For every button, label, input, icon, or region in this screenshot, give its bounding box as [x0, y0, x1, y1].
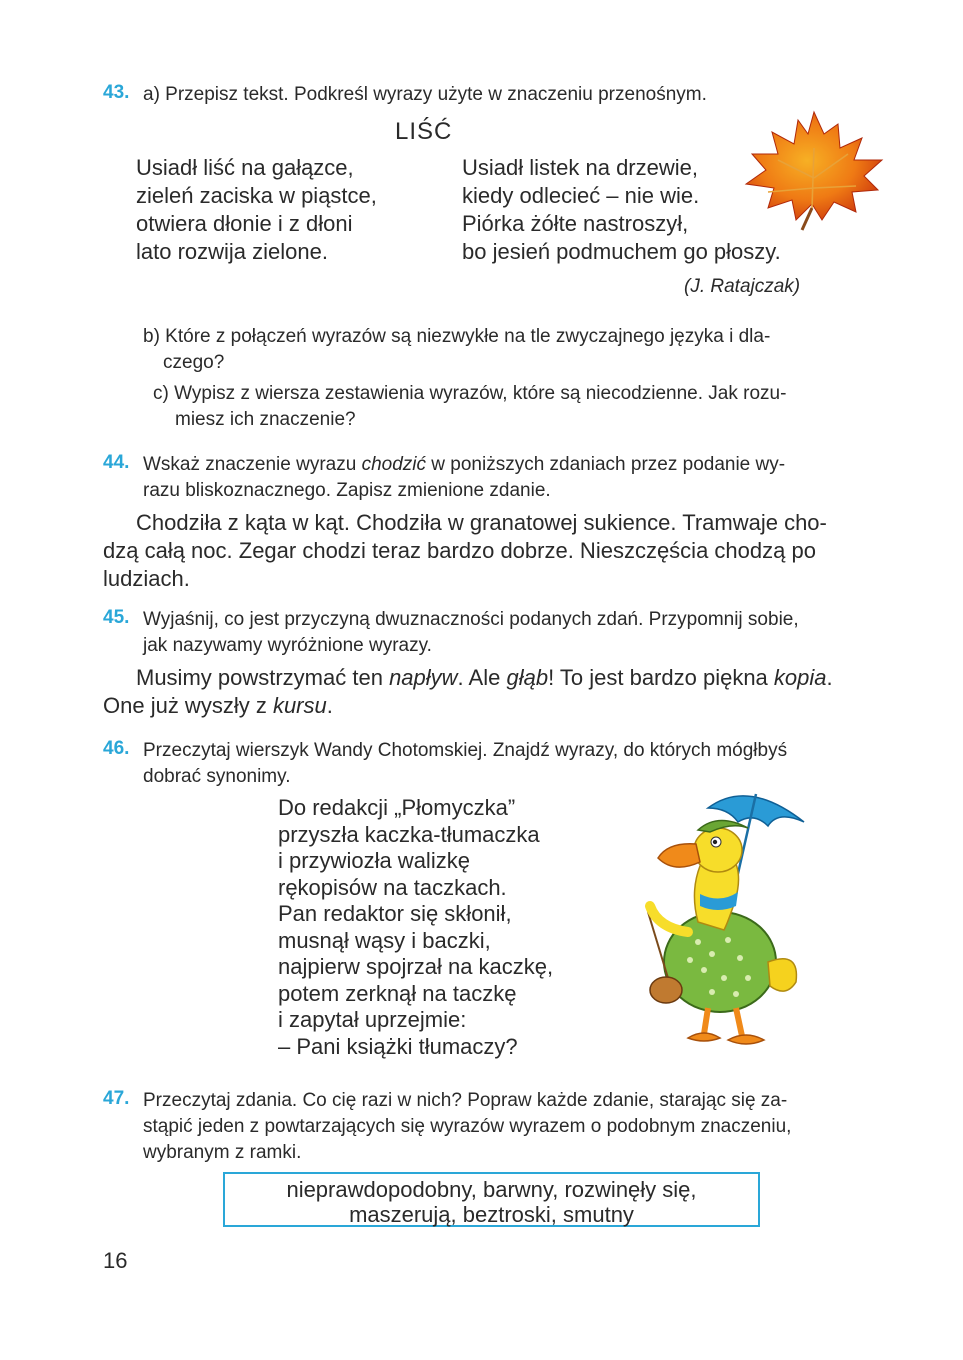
exercise-44-instruction-line2: razu bliskoznacznego. Zapisz zmienione zdanie. [143, 480, 551, 501]
poem-line: otwiera dłonie i z dłoni [136, 211, 353, 236]
exercise-44-number: 44. [103, 452, 130, 473]
exercise-45-instruction-line1: Wyjaśnij, co jest przyczyną dwuznaczności podanych zdań. Przypomnij sobie, [143, 609, 799, 630]
duck-with-umbrella-illustration [628, 782, 814, 1064]
autumn-leaf-illustration [738, 108, 886, 232]
poem-line: najpierw spojrzał na kaczkę, [278, 954, 554, 979]
poem-line: rękopisów na taczkach. [278, 874, 507, 900]
instruction-text: Wskaż znaczenie wyrazu [143, 454, 362, 475]
exercise-46-poem [278, 794, 553, 1059]
exercise-43-instruction-b-line1: b) Które z połączeń wyrazów są niezwykłe na tle zwyczajnego języka i dla- [143, 326, 771, 347]
exercise-43-instruction-b-line2: czego? [163, 352, 225, 373]
sentence-text: . [826, 665, 833, 690]
poem-line: – Pani książki tłumaczy? [278, 1033, 518, 1059]
word-bank-line: nieprawdopodobny, barwny, rozwinęły się, [286, 1177, 697, 1202]
poem-line: Do redakcji „Płomyczka” [278, 795, 516, 820]
sentence-text: Musimy powstrzymać ten [136, 665, 390, 690]
exercise-47-instruction-line1: Przeczytaj zdania. Co cię razi w nich? Popraw każde zdanie, starając się za- [143, 1090, 788, 1111]
poem-line: musnął wąsy i baczki, [278, 927, 491, 953]
highlighted-word: głąb [506, 665, 549, 690]
poem-line: kiedy odlecieć – nie wie. [462, 183, 700, 208]
instruction-keyword: chodzić [361, 454, 426, 475]
poem-line: i przywiozła walizkę [278, 848, 470, 873]
exercise-47-number: 47. [103, 1088, 130, 1109]
exercise-46-number: 46. [103, 738, 130, 759]
exercise-45-text-line2 [103, 692, 333, 719]
exercise-44-text-line2: dzą całą noc. Zegar chodzi teraz bardzo dobrze. Nieszczęścia chodzą po [103, 538, 816, 563]
sentence-text: . [326, 693, 333, 718]
poem-line: zieleń zaciska w piąstce, [136, 183, 377, 208]
poem-author: (J. Ratajczak) [684, 276, 801, 297]
page-number: 16 [103, 1248, 128, 1273]
exercise-45-number: 45. [103, 607, 130, 628]
sentence-text: One już wyszły z [103, 693, 273, 718]
poem-line: Usiadł listek na drzewie, [462, 155, 698, 180]
highlighted-word: kopia [773, 665, 827, 690]
sentence-text: . Ale [457, 665, 507, 690]
poem-line: lato rozwija zielone. [136, 239, 328, 264]
exercise-47-instruction-line2: stąpić jeden z powtarzających się wyrazów wyrazem o podobnym znaczeniu, [143, 1116, 792, 1137]
poem-line: bo jesień podmuchem go płoszy. [462, 239, 781, 264]
poem-title: LIŚĆ [395, 118, 453, 145]
exercise-46-instruction-line2: dobrać synonimy. [143, 766, 291, 787]
poem-line: Usiadł liść na gałązce, [136, 155, 354, 180]
instruction-text: w poniższych zdaniach przez podanie wy- [426, 454, 786, 475]
word-bank-line: maszerują, beztroski, smutny [349, 1202, 634, 1227]
highlighted-word: kursu [272, 693, 327, 718]
exercise-44-instruction-line1 [143, 452, 785, 478]
word-bank-box [223, 1172, 760, 1227]
poem-line: i zapytał uprzejmie: [278, 1007, 467, 1032]
exercise-44-text-line3: ludziach. [103, 566, 190, 591]
exercise-45-text-line1 [136, 664, 833, 691]
poem-column-right [462, 154, 781, 266]
poem-column-left [136, 154, 377, 266]
exercise-46-instruction-line1: Przeczytaj wierszyk Wandy Chotomskiej. Znajdź wyrazy, do których mógłbyś [143, 740, 788, 761]
exercise-45-instruction-line2: jak nazywamy wyróżnione wyrazy. [143, 635, 432, 656]
exercise-43-instruction-c-line2: miesz ich znaczenie? [175, 409, 356, 430]
exercise-43-instruction-a: a) Przepisz tekst. Podkreśl wyrazy użyte w znaczeniu przenośnym. [143, 84, 707, 105]
poem-line: potem zerknął na taczkę [278, 980, 517, 1006]
sentence-text: ! To jest bardzo piękna [548, 665, 774, 690]
poem-line: przyszła kaczka-tłumaczka [278, 821, 540, 847]
poem-line: Pan redaktor się skłonił, [278, 901, 512, 926]
exercise-44-text-line1: Chodziła z kąta w kąt. Chodziła w granatowej sukience. Tramwaje cho- [136, 510, 827, 535]
poem-line: Piórka żółte nastroszył, [462, 211, 689, 236]
highlighted-word: napływ [389, 665, 458, 690]
exercise-43-number: 43. [103, 82, 130, 103]
exercise-47-instruction-line3: wybranym z ramki. [143, 1142, 302, 1163]
exercise-43-instruction-c-line1: c) Wypisz z wiersza zestawienia wyrazów, które są niecodzienne. Jak rozu- [153, 383, 787, 404]
